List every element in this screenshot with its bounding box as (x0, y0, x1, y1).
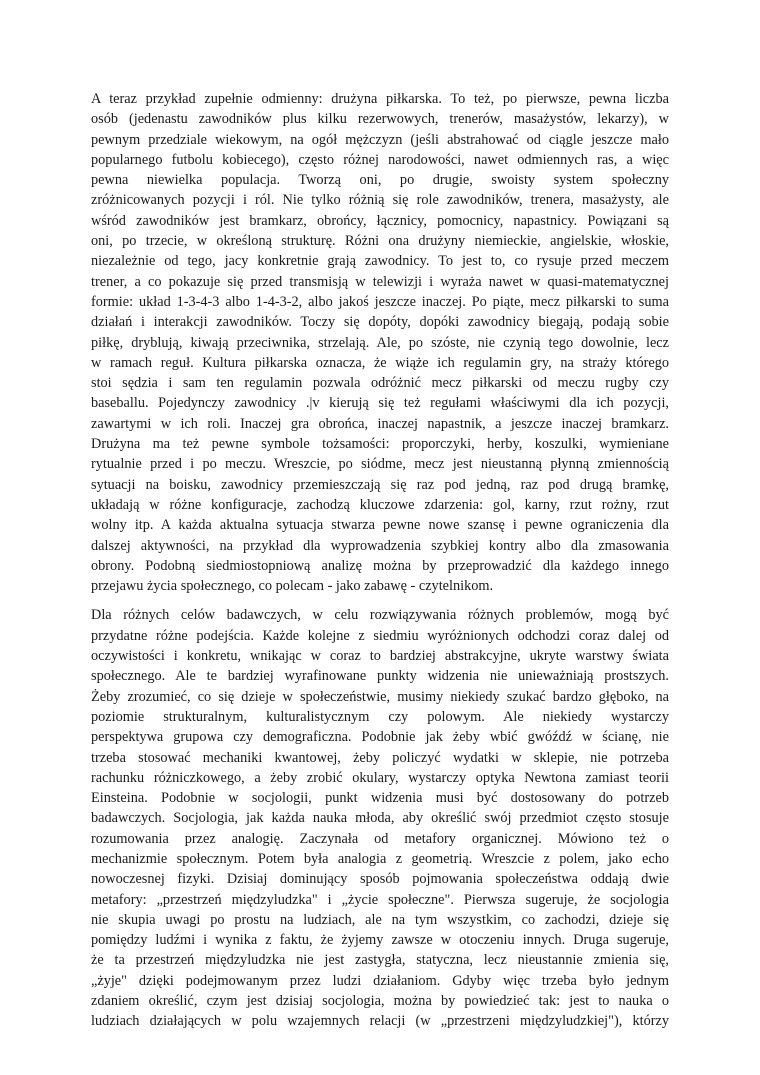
text-line: trzeba stosować mechaniki kwantowej, żeby policzyć wydatki w sklepie, nie potrzeba (91, 749, 669, 766)
text-line: perspektywa grupowa czy demograficzna. Podobnie jak żeby wbić gwóźdź w ścianę, nie (91, 729, 669, 746)
text-line: trener, a co pokazuje się przed transmisją w telewizji i wyraża nawet w quasi-matematycznej (91, 273, 669, 290)
text-line: działań i interakcji zawodników. Toczy się dopóty, dopóki zawodnicy biegają, podają sobie (91, 314, 669, 331)
document-page (91, 89, 669, 1032)
text-line: oczywistości i konkretu, wnikając w coraz to bardziej abstrakcyjne, ukryte warstwy świata (91, 648, 669, 665)
text-line: nowoczesnej fizyki. Dzisiaj dominujący sposób pojmowania społeczeństwa oddają dwie (91, 871, 669, 888)
text-line: dalszej aktywności, na przykład dla wyprowadzenia szybkiej kontry albo dla zmasowania (91, 537, 669, 554)
text-line: przejawu życia społecznego, co polecam - jako zabawę - czytelnikom. (91, 578, 494, 595)
text-line: wśród zawodników jest bramkarz, obrońcy, łącznicy, pomocnicy, napastnicy. Powiązani są (91, 212, 669, 229)
text-line: że ta przestrzeń międzyludzka nie jest zastygła, statyczna, lecz nieustannie zmienia się, (91, 952, 669, 969)
text-line: społecznego. Ale te bardziej wyrafinowane punkty widzenia nie unieważniają prostszych. (91, 668, 669, 685)
text-line: nie skupia uwagi po prostu na ludziach, ale na tym wszystkim, co zachodzi, dzieje się (91, 911, 669, 928)
text-line: „żyje" dzięki podejmowanym przez ludzi działaniom. Gdyby więc trzeba było jednym (91, 972, 669, 989)
text-line: niezależnie od tego, jacy konkretnie grają zawodnicy. To jest to, co rysuje przed meczem (91, 253, 669, 270)
paragraph-research-approaches (91, 605, 669, 1031)
text-line: osób (jedenastu zawodników plus kilku rezerwowych, trenerów, masażystów, lekarzy), w (91, 111, 669, 128)
text-line: rozumowania przez analogię. Zaczynała od metafory organicznej. Mówiono też o (91, 830, 669, 847)
text-line: w ramach reguł. Kultura piłkarska oznacza, że wiąże ich regulamin gry, na straży którego (91, 354, 669, 371)
text-line: ludziach działających w polu wzajemnych relacji (w „przestrzeni międzyludzkiej"), którzy (91, 1013, 669, 1030)
text-line: Dla różnych celów badawczych, w celu rozwiązywania różnych problemów, mogą być (91, 607, 669, 624)
text-line: przydatne różne podejścia. Każde kolejne z siedmiu wyróżnionych odchodzi coraz dalej od (91, 627, 669, 644)
text-line: badawczych. Socjologia, jak każda nauka młoda, aby określić swój przedmiot często stosuje (91, 810, 669, 827)
text-line: mechanizmie społecznym. Potem była analogia z geometrią. Wreszcie z polem, jako echo (91, 850, 669, 867)
text-line: popularnego futbolu kobiecego), często różnej narodowości, nawet odmiennych ras, a więc (91, 151, 669, 168)
text-line: pomiędzy ludźmi i wynika z faktu, że żyjemy zawsze w otoczeniu innych. Druga sugeruje, (91, 932, 669, 949)
text-line: rytualnie przed i po meczu. Wreszcie, po siódme, mecz jest nieustanną płynną zmiennością (91, 456, 669, 473)
text-line: stoi sędzia i sam ten regulamin pozwala odróżnić mecz piłkarski od meczu rugby czy (91, 375, 669, 392)
text-line: poziomie strukturalnym, kulturalistycznym czy polowym. Ale niekiedy wystarczy (91, 708, 669, 725)
text-line: wolny itp. A każda aktualna sytuacja stwarza pewne nowe szansę i pewne ograniczenia dla (91, 517, 669, 534)
text-line: pewnym przedziale wiekowym, na ogół mężczyzn (jeśli abstrahować od ciągle jeszcze mało (91, 131, 669, 148)
text-line: rachunku różniczkowego, a żeby zrobić okulary, wystarczy optyka Newtona zamiast teorii (91, 769, 669, 786)
text-line: zróżnicowanych pozycji i ról. Nie tylko różnią się role zawodników, trenera, masażysty, ale (91, 192, 669, 209)
text-line: układają w różne konfiguracje, zachodzą kluczowe zdarzenia: gol, karny, rzut rożny, rzut (91, 496, 669, 513)
text-line: obrony. Podobną siedmiostopniową analizę można by przeprowadzić dla każdego innego (91, 557, 669, 574)
text-line: Drużyna ma też pewne symbole tożsamości: proporczyki, herby, koszulki, wymieniane (91, 436, 669, 453)
text-line: baseballu. Pojedynczy zawodnicy .|v kierują się też regułami właściwymi dla ich pozycji, (91, 395, 669, 412)
text-line: zdaniem określić, czym jest dzisiaj socjologia, można by powiedzieć tak: jest to nauka o (91, 993, 669, 1010)
text-line: zawartymi w ich roli. Inaczej gra obrońca, inaczej napastnik, a jeszcze inaczej bramkarz. (91, 415, 669, 432)
text-line: pewna niewielka populacja. Tworzą oni, po drugie, swoisty system społeczny (91, 172, 669, 189)
text-line: sytuacji na boisku, zawodnicy przemieszczają się raz pod jedną, raz pod drugą bramkę, (91, 476, 669, 493)
text-line: A teraz przykład zupełnie odmienny: drużyna piłkarska. To też, po pierwsze, pewna liczba (91, 91, 669, 107)
text-line: Einsteina. Podobnie w socjologii, punkt widzenia musi być dostosowany do potrzeb (91, 790, 669, 807)
text-line: formie: układ 1-3-4-3 albo 1-4-3-2, albo jakoś jeszcze inaczej. Po piąte, mecz piłkarski to suma (91, 293, 669, 310)
text-line: piłkę, dryblują, kiwają przeciwnika, strzelają. Ale, po szóste, nie czynią tego dowolnie, lecz (91, 334, 669, 351)
text-line: Żeby zrozumieć, co się dzieje w społeczeństwie, musimy niekiedy szukać bardzo głęboko, na (91, 688, 669, 705)
paragraph-football-example (91, 89, 669, 596)
text-line: metafory: „przestrzeń międzyludzka" i „życie społeczne". Pierwsza sugeruje, że socjologia (91, 891, 669, 908)
text-line: oni, po trzecie, w określoną strukturę. Różni ona drużyny niemieckie, angielskie, włoskie, (91, 233, 669, 250)
